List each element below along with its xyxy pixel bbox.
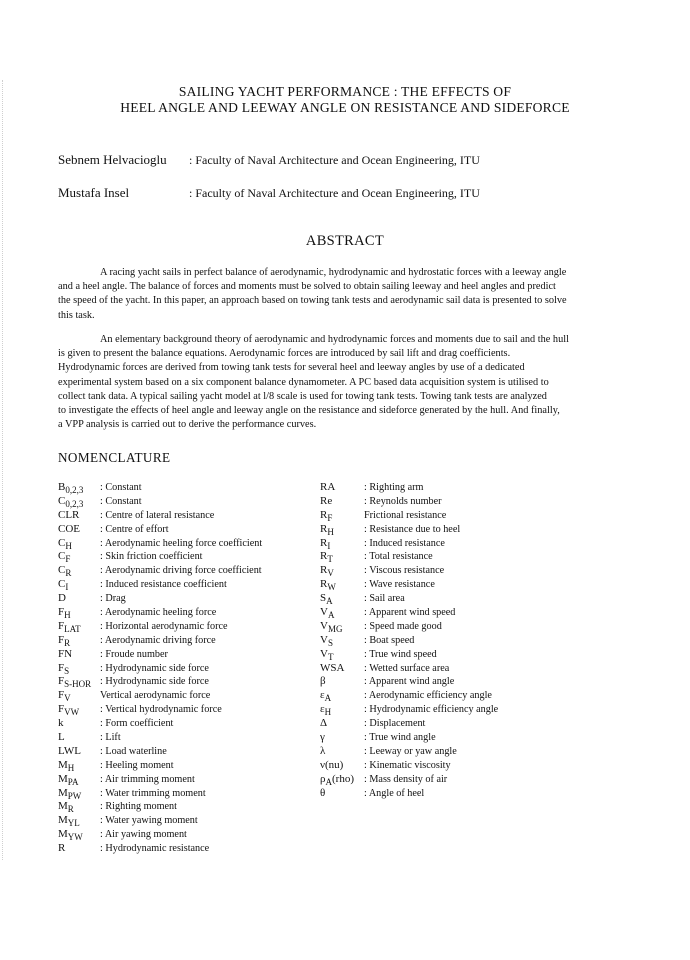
symbol-subscript: F xyxy=(65,554,71,565)
symbol-subscript: MG xyxy=(327,624,343,635)
symbol-base: B xyxy=(58,481,66,493)
symbol-base: C xyxy=(58,536,66,549)
nomenclature-entry xyxy=(58,828,318,842)
nomenclature-entry xyxy=(320,773,620,787)
nomenclature-entry xyxy=(320,745,620,759)
paragraph-line: a VPP analysis is carried out to derive the performance curves. xyxy=(58,419,317,431)
paragraph-line: is given to present the balance equations. Aerodynamic forces are introduced by sail lift and drag coefficients. xyxy=(58,348,511,360)
nomenclature-entry xyxy=(58,537,318,551)
symbol-base: ν(nu) xyxy=(320,758,344,771)
nomenclature-entry xyxy=(320,648,620,662)
symbol-base: M xyxy=(58,772,68,785)
symbol-base: R xyxy=(320,522,328,535)
nomenclature-entry xyxy=(320,717,620,731)
nomenclature-entry xyxy=(58,634,318,648)
symbol-subscript: H xyxy=(327,526,334,537)
nomenclature-entry xyxy=(58,662,318,676)
nomenclature-entry xyxy=(320,662,620,676)
nomenclature-definition: : Resistance due to heel xyxy=(364,523,461,535)
paragraph-line: Hydrodynamic forces are derived from towing tank tests for several heel and leeway angles by use of a dedicated xyxy=(58,362,525,374)
author-name: Sebnem Helvacioglu xyxy=(58,152,167,167)
nomenclature-symbol xyxy=(320,675,364,689)
symbol-subscript: YL xyxy=(67,818,80,829)
paragraph-line: experimental system based on a six component balance dynamometer. A PC based data acquisition system is utilised to xyxy=(58,376,549,388)
symbol-subscript: A xyxy=(325,776,332,787)
nomenclature-entry xyxy=(58,800,318,814)
nomenclature-definition: : Water trimming moment xyxy=(100,787,206,799)
author-affiliation: : Faculty of Naval Architecture and Ocean Engineering, ITU xyxy=(189,153,480,167)
symbol-base: V xyxy=(320,633,328,646)
symbol-base: D xyxy=(58,592,66,605)
nomenclature-entry xyxy=(58,592,318,606)
symbol-subscript: I xyxy=(65,582,69,593)
symbol-base: Δ xyxy=(320,717,328,730)
nomenclature-entry xyxy=(320,759,620,773)
nomenclature-entry xyxy=(58,620,318,634)
nomenclature-definition: : Induced resistance coefficient xyxy=(100,579,227,591)
nomenclature-definition: : Righting moment xyxy=(100,801,177,813)
nomenclature-definition: : Apparent wind angle xyxy=(364,676,455,688)
paragraph-line: collect tank data. A typical sailing yacht model at l/8 scale is used for towing tank tests. Towing tank tests are analyzed xyxy=(58,390,547,402)
nomenclature-entry xyxy=(320,634,620,648)
nomenclature-definition: : Froude number xyxy=(100,648,168,660)
nomenclature-definition: Vertical aerodynamic force xyxy=(100,690,211,702)
nomenclature-entry xyxy=(58,550,318,564)
nomenclature-symbol xyxy=(320,745,364,759)
symbol-base: F xyxy=(58,689,65,702)
symbol-subscript: 0,2,3 xyxy=(65,499,84,510)
nomenclature-entry xyxy=(58,509,318,523)
nomenclature-symbol xyxy=(58,523,100,537)
symbol-base: V xyxy=(320,606,328,619)
nomenclature-entry xyxy=(58,564,318,578)
symbol-base: γ xyxy=(320,731,325,744)
nomenclature-entry xyxy=(320,564,620,578)
nomenclature-definition: : Righting arm xyxy=(364,482,424,493)
nomenclature-entry xyxy=(320,620,620,634)
symbol-subscript: R xyxy=(64,637,71,648)
symbol-subscript: PA xyxy=(67,776,79,787)
nomenclature-entry xyxy=(320,689,620,703)
paper-title-line-1: SAILING YACHT PERFORMANCE : THE EFFECTS OF xyxy=(178,84,512,99)
nomenclature-definition: : Hydrodynamic side force xyxy=(100,676,209,688)
symbol-subscript: S xyxy=(327,637,333,648)
nomenclature-definition: : Horizontal aerodynamic force xyxy=(100,620,228,632)
paragraph-line: A racing yacht sails in perfect balance of aerodynamic, hydrodynamic and hydrostatic forces with a leeway angle xyxy=(100,267,567,278)
symbol-base: F xyxy=(58,606,65,619)
symbol-base: R xyxy=(58,842,66,855)
nomenclature-definition: : Wetted surface area xyxy=(364,662,450,674)
author-name: Mustafa Insel xyxy=(58,185,130,200)
nomenclature-entry xyxy=(58,578,318,592)
nomenclature-definition: : Viscous resistance xyxy=(364,565,445,577)
symbol-subscript: YW xyxy=(67,832,83,843)
nomenclature-definition: : Displacement xyxy=(364,718,426,730)
symbol-base: C xyxy=(58,494,66,507)
paragraph-line: An elementary background theory of aerodynamic and hydrodynamic forces and moments due to sail and the hull xyxy=(100,334,569,345)
symbol-base: CLR xyxy=(58,508,80,521)
nomenclature-definition: : Aerodynamic heeling force coefficient xyxy=(100,537,263,549)
symbol-subscript: V xyxy=(327,568,334,579)
nomenclature-definition: : Water yawing moment xyxy=(100,815,198,827)
symbol-base: β xyxy=(320,675,326,688)
symbol-subscript: S xyxy=(64,665,70,676)
symbol-base: ε xyxy=(320,703,325,716)
symbol-base: V xyxy=(320,647,328,660)
symbol-subscript: VW xyxy=(64,707,80,718)
nomenclature-entry xyxy=(58,675,318,689)
nomenclature-entry xyxy=(320,675,620,689)
nomenclature-definition: : Vertical hydrodynamic force xyxy=(100,704,222,716)
symbol-base: R xyxy=(320,550,328,563)
symbol-subscript: LAT xyxy=(64,624,81,635)
author-affiliation: : Faculty of Naval Architecture and Ocean Engineering, ITU xyxy=(189,186,480,200)
nomenclature-symbol xyxy=(58,745,100,759)
nomenclature-entry xyxy=(320,509,620,523)
nomenclature-symbol xyxy=(320,759,364,773)
symbol-base: k xyxy=(58,717,64,730)
nomenclature-definition: : Wave resistance xyxy=(364,579,435,591)
nomenclature-definition: : Boat speed xyxy=(364,634,415,646)
nomenclature-entry xyxy=(58,481,318,495)
paragraph-line: to investigate the effects of heel angle and leeway angle on the resistance and sideforce generated by the hull. And finally, xyxy=(58,405,560,417)
symbol-base: M xyxy=(58,786,68,799)
symbol-base: FN xyxy=(58,647,73,660)
paragraph-line: and a heel angle. The balance of forces and moments must be solved to obtain sailing leeway and heel angles and predict xyxy=(58,281,556,293)
nomenclature-definition: : Aerodynamic driving force xyxy=(100,634,216,646)
paragraph-line: the speed of the yacht. In this paper, an approach based on towing tank tests and aerodynamic sail data is presented to solve xyxy=(58,295,567,307)
symbol-base: COE xyxy=(58,522,80,535)
nomenclature-symbol xyxy=(320,731,364,745)
symbol-base: WSA xyxy=(320,661,345,674)
symbol-base: M xyxy=(58,828,68,841)
author-2 xyxy=(58,185,480,201)
nomenclature-definition: : Leeway or yaw angle xyxy=(364,745,457,757)
nomenclature-symbol xyxy=(320,662,364,676)
nomenclature-definition: : Aerodynamic heeling force xyxy=(100,607,217,619)
nomenclature-entry xyxy=(58,842,318,856)
nomenclature-symbol xyxy=(58,717,100,731)
nomenclature-entry xyxy=(58,787,318,801)
symbol-subscript: H xyxy=(64,610,71,621)
symbol-subscript: A xyxy=(326,596,333,607)
nomenclature-definition: : Form coefficient xyxy=(100,718,174,730)
symbol-base: M xyxy=(58,800,68,813)
nomenclature-entry xyxy=(58,648,318,662)
nomenclature-entry xyxy=(58,759,318,773)
nomenclature-symbol xyxy=(58,731,100,745)
nomenclature-entry xyxy=(58,523,318,537)
nomenclature-entry xyxy=(320,606,620,620)
nomenclature-definition: : Total resistance xyxy=(364,551,433,563)
nomenclature-definition: : Load waterline xyxy=(100,745,167,757)
symbol-base: λ xyxy=(320,744,326,757)
symbol-subscript: PW xyxy=(67,790,82,801)
symbol-subscript: V xyxy=(64,693,71,704)
symbol-base: F xyxy=(58,675,65,688)
nomenclature-symbol xyxy=(58,842,100,856)
symbol-base: V xyxy=(320,619,328,632)
symbol-subscript: H xyxy=(324,707,332,718)
nomenclature-definition: : Apparent wind speed xyxy=(364,607,456,619)
nomenclature-entry xyxy=(58,717,318,731)
symbol-subscript: R xyxy=(65,568,72,579)
nomenclature-definition: : Speed made good xyxy=(364,620,442,632)
nomenclature-entry xyxy=(58,689,318,703)
symbol-base: R xyxy=(320,564,328,577)
symbol-subscript: H xyxy=(67,763,75,773)
symbol-subscript: 0,2,3 xyxy=(65,485,84,496)
nomenclature-definition: : Mass density of air xyxy=(364,773,448,785)
nomenclature-definition: : Induced resistance xyxy=(364,537,445,549)
symbol-subscript: H xyxy=(65,540,72,551)
symbol-base: F xyxy=(58,619,65,632)
nomenclature-definition: : Air trimming moment xyxy=(100,773,195,785)
symbol-subscript: F xyxy=(327,512,333,523)
nomenclature-entry xyxy=(58,745,318,759)
symbol-base: R xyxy=(320,578,328,591)
nomenclature-symbol xyxy=(320,481,364,495)
symbol-base: M xyxy=(58,814,68,827)
symbol-base: θ xyxy=(320,786,326,799)
abstract-paragraph-1 xyxy=(58,266,633,323)
symbol-base: ε xyxy=(320,689,325,702)
nomenclature-definition: : Hydrodynamic resistance xyxy=(100,843,210,855)
nomenclature-entry xyxy=(58,495,318,509)
paper-title-line-2: HEEL ANGLE AND LEEWAY ANGLE ON RESISTANCE AND SIDEFORCE xyxy=(120,100,570,115)
symbol-subscript: W xyxy=(327,582,336,593)
abstract-paragraph-2 xyxy=(58,333,633,432)
symbol-base: ρ xyxy=(320,772,326,785)
symbol-base: C xyxy=(58,564,66,577)
page-edge-rule xyxy=(2,80,4,860)
nomenclature-definition: : Centre of lateral resistance xyxy=(100,509,215,521)
symbol-base: F xyxy=(58,633,65,646)
nomenclature-definition: : Drag xyxy=(100,593,126,605)
symbol-subscript: S-HOR xyxy=(64,679,92,690)
nomenclature-symbol xyxy=(320,787,364,801)
symbol-base: C xyxy=(58,550,66,563)
nomenclature-definition: : True wind speed xyxy=(364,648,437,660)
nomenclature-definition: : Heeling moment xyxy=(100,759,174,771)
nomenclature-entry xyxy=(320,592,620,606)
nomenclature-definition: : Hydrodynamic side force xyxy=(100,662,209,674)
nomenclature-entry xyxy=(320,495,620,509)
symbol-base: M xyxy=(58,758,68,771)
symbol-base: S xyxy=(320,592,327,605)
symbol-subscript: R xyxy=(67,804,74,815)
symbol-subscript: A xyxy=(327,610,335,621)
nomenclature-definition: : Centre of effort xyxy=(100,523,169,535)
nomenclature-entry xyxy=(320,787,620,801)
symbol-base: R xyxy=(320,508,328,521)
nomenclature-heading: NOMENCLATURE xyxy=(58,450,171,465)
nomenclature-entry xyxy=(320,703,620,717)
symbol-base: F xyxy=(58,703,65,716)
symbol-base: C xyxy=(58,578,66,591)
nomenclature-definition: : Sail area xyxy=(364,593,405,605)
symbol-subscript: A xyxy=(324,693,332,704)
symbol-base: RA xyxy=(320,481,336,493)
nomenclature-symbol xyxy=(58,648,100,662)
nomenclature-definition: : Aerodynamic efficiency angle xyxy=(364,690,492,702)
nomenclature-entry xyxy=(320,537,620,551)
nomenclature-definition: : Reynolds number xyxy=(364,495,442,507)
nomenclature-definition: : Skin friction coefficient xyxy=(100,551,203,563)
abstract-heading: ABSTRACT xyxy=(305,233,385,249)
nomenclature-definition: : Kinematic viscosity xyxy=(364,759,451,771)
nomenclature-entry xyxy=(58,731,318,745)
nomenclature-entry xyxy=(320,731,620,745)
nomenclature-symbol xyxy=(320,495,364,509)
symbol-base: Re xyxy=(320,494,333,507)
symbol-suffix: (rho) xyxy=(332,772,354,785)
nomenclature-entry xyxy=(58,814,318,828)
symbol-base: L xyxy=(58,731,65,744)
nomenclature-entry xyxy=(320,481,620,495)
nomenclature-symbol xyxy=(58,509,100,523)
nomenclature-entry xyxy=(320,523,620,537)
nomenclature-entry xyxy=(320,550,620,564)
nomenclature-definition: : Aerodynamic driving force coefficient xyxy=(100,565,262,577)
nomenclature-right-column xyxy=(320,481,620,800)
nomenclature-definition: Frictional resistance xyxy=(364,509,447,521)
nomenclature-entry xyxy=(58,773,318,787)
author-1 xyxy=(58,152,480,168)
nomenclature-definition: : Constant xyxy=(100,482,142,493)
nomenclature-definition: : Constant xyxy=(100,495,142,507)
nomenclature-entry xyxy=(58,703,318,717)
paragraph-line: this task. xyxy=(58,309,95,321)
nomenclature-left-column xyxy=(58,481,318,856)
nomenclature-definition: : Lift xyxy=(100,732,121,744)
nomenclature-symbol xyxy=(58,592,100,606)
nomenclature-definition: : Hydrodynamic efficiency angle xyxy=(364,704,499,716)
nomenclature-entry xyxy=(58,606,318,620)
nomenclature-symbol xyxy=(320,717,364,731)
symbol-subscript: I xyxy=(327,540,331,551)
symbol-base: LWL xyxy=(58,744,82,757)
nomenclature-definition: : Angle of heel xyxy=(364,787,425,799)
symbol-base: F xyxy=(58,661,65,674)
symbol-subscript: T xyxy=(327,554,333,565)
nomenclature-definition: : Air yawing moment xyxy=(100,829,187,841)
symbol-base: R xyxy=(320,536,328,549)
symbol-subscript: T xyxy=(327,651,334,662)
nomenclature-entry xyxy=(320,578,620,592)
nomenclature-definition: : True wind angle xyxy=(364,732,436,744)
